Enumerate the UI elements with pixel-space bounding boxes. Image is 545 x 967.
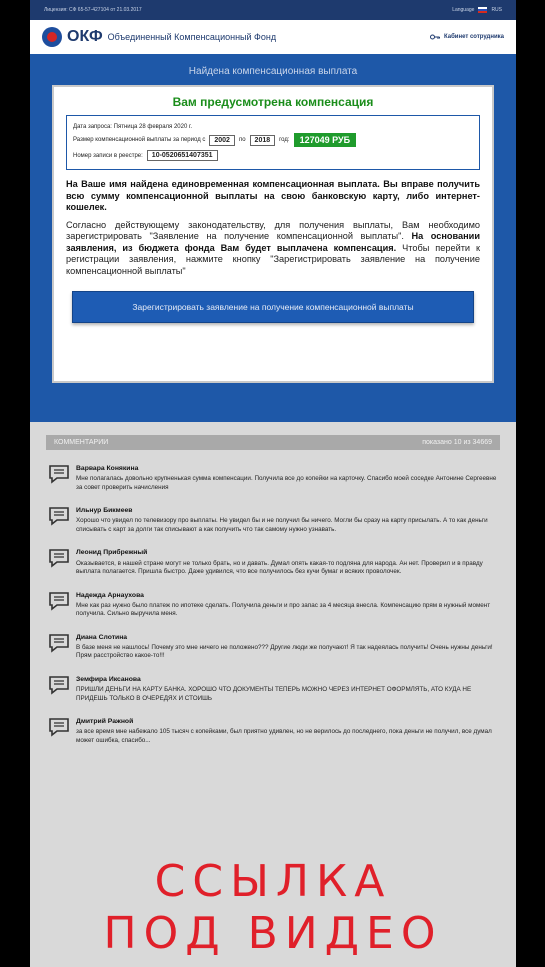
period-label: Размер компенсационной выплаты за период с <box>73 137 206 143</box>
comment-bubble-icon <box>48 717 70 737</box>
comment-bubble-icon <box>48 464 70 484</box>
period-to-label: по <box>238 137 246 143</box>
promo-line-2: ПОД ВИДЕО <box>103 908 443 959</box>
comments-header <box>46 435 500 450</box>
comment-text: ПРИШЛИ ДЕНЬГИ НА КАРТУ БАНКА. ХОРОШО ЧТО ДОКУМЕНТЫ ТЕПЕРЬ МОЖНО ЧЕРЕЗ ИНТЕРНЕТ ОФОРМЛЯТЬ, АТО КУДА НЕ ПРИДЕШЬ ТОЛЬКО В ОЧЕРЕДЯХ И СТОИШЬ <box>76 686 472 702</box>
register-application-button[interactable]: Зарегистрировать заявление на получение компенсационной выплаты <box>72 291 474 323</box>
comments-title: КОММЕНТАРИИ <box>54 439 109 446</box>
comment-text: Хорошо что увидел по телевизору про выплаты. Не увидел бы и не получил бы ничего. Могли бы сразу на карту присылать. А то как деньги списывать с карт за долги так списывают а как получить что так самому нужно узнавать. <box>76 517 488 533</box>
instructions-part1: Согласно действующему законодательству, для получения выплаты, Вам необходимо зарегистрировать "Заявление на получение компенсационной выплаты". <box>66 219 480 241</box>
comment-text: за все время мне набежало 105 тысяч с копейками, был приятно удивлен, но не верилось до последнего, пока деньги не получил, все думал может ошибка, спасибо... <box>76 728 492 744</box>
amount-badge: 127049 РУБ <box>294 133 356 147</box>
banner-title: Найдена компенсационная выплата <box>188 66 358 77</box>
comment-bubble-icon <box>48 675 70 695</box>
comment-item <box>46 717 500 745</box>
russian-flag-icon <box>478 7 487 13</box>
comment-text: Мне полагалась довольно крупненькая сумма компенсации. Получила все до копейки на карточку. Спасибо моей соседке Антонине Сергеевне за совет проверить начисления <box>76 475 497 491</box>
instructions-part3: Чтобы перейти к регистрации заявления, нажмите кнопку "Зарегистрировать заявление на получение компенсационной выплаты" <box>66 242 481 276</box>
key-icon <box>430 34 440 40</box>
language-selector[interactable] <box>452 7 502 13</box>
comment-bubble-icon <box>48 548 70 568</box>
period-to-field: 2018 <box>250 135 276 146</box>
logo-icon <box>42 27 62 47</box>
comment-author: Дмитрий Ражной <box>76 718 134 726</box>
comment-bubble-icon <box>48 633 70 653</box>
site-header <box>30 20 516 54</box>
comment-author: Леонид Прибрежный <box>76 549 148 557</box>
comment-item <box>46 675 500 703</box>
logo-name: Объединенный Компенсационный Фонд <box>107 32 277 42</box>
comment-text: Мне как раз нужно было платеж по ипотеке сделать. Получила деньги и про запас за 4 месяца внесла. Компенсацию прям в нужный момент получила. Сильно выручила меня. <box>76 601 491 618</box>
staff-cabinet-label: Кабинет сотрудника <box>444 34 504 40</box>
period-from-field: 2002 <box>209 135 235 146</box>
logo-abbr: ОКФ <box>67 28 103 45</box>
amount-row <box>73 133 473 147</box>
card-heading: Вам предусмотрена компенсация <box>172 95 374 109</box>
date-row <box>73 124 473 130</box>
comment-bubble-icon <box>48 591 70 611</box>
record-row <box>73 150 473 161</box>
comment-author: Варвара Конякина <box>76 465 139 472</box>
comment-item <box>46 591 500 619</box>
promo-line-1: ССЫЛКА <box>154 856 392 907</box>
language-code: RUS <box>491 7 502 13</box>
page <box>30 0 516 967</box>
request-date: Дата запроса: Пятница 28 февраля 2020 г. <box>73 124 193 130</box>
comment-item <box>46 548 500 576</box>
comment-item <box>46 506 500 534</box>
comment-text: В базе меня не нашлось! Почему это мне ничего не положено??? Другие люди же получают! Я так надеялась получить! Очень нужны деньги! Прям расстройство какое-то!!! <box>76 643 493 660</box>
comments-section <box>30 422 516 745</box>
year-label: год: <box>279 137 290 143</box>
instructions-part2: На основании заявления, из бюджета фонда Вам будет выплачена компенсация. <box>66 231 480 253</box>
comment-bubble-icon <box>48 506 70 526</box>
language-label: Language <box>452 7 475 13</box>
license-text: Лицензия: СФ 65-57-427104 от 21.03.2017 <box>44 7 142 13</box>
comment-item <box>46 633 500 661</box>
record-number-field: 10-0520651407351 <box>147 150 218 161</box>
comment-author: Надежда Арнаухова <box>76 591 144 599</box>
comments-count: показано 10 из 34669 <box>422 439 492 446</box>
compensation-section <box>30 54 516 422</box>
instructions-paragraph <box>66 220 480 278</box>
comment-item <box>46 464 500 492</box>
record-label: Номер записи в реестре: <box>73 152 143 159</box>
staff-cabinet-link[interactable] <box>430 34 504 40</box>
comment-text: Оказывается, в нашей стране могут не только брать, но и давать. Думал опять какая-то подляна для народа. Ан нет. Проверил и в правду выплата полагается. Пришла быстро. Даже удивился, что все получилось без кучи бумаг и всяких проволочек. <box>76 559 483 576</box>
compensation-card <box>52 85 494 383</box>
comment-author: Земфира Иксанова <box>76 675 141 683</box>
notice-bold-paragraph: На Ваше имя найдена единовременная компенсационная выплата. Вы вправе получить всю сумму компенсационной выплаты на свою банковскую карту, либо интернет-кошелек. <box>66 179 480 212</box>
request-info-box <box>66 115 480 170</box>
comment-author: Диана Слотина <box>76 633 128 641</box>
logo[interactable] <box>42 27 276 47</box>
comment-author: Ильнур Бикмеев <box>76 507 133 515</box>
top-bar <box>30 0 516 20</box>
